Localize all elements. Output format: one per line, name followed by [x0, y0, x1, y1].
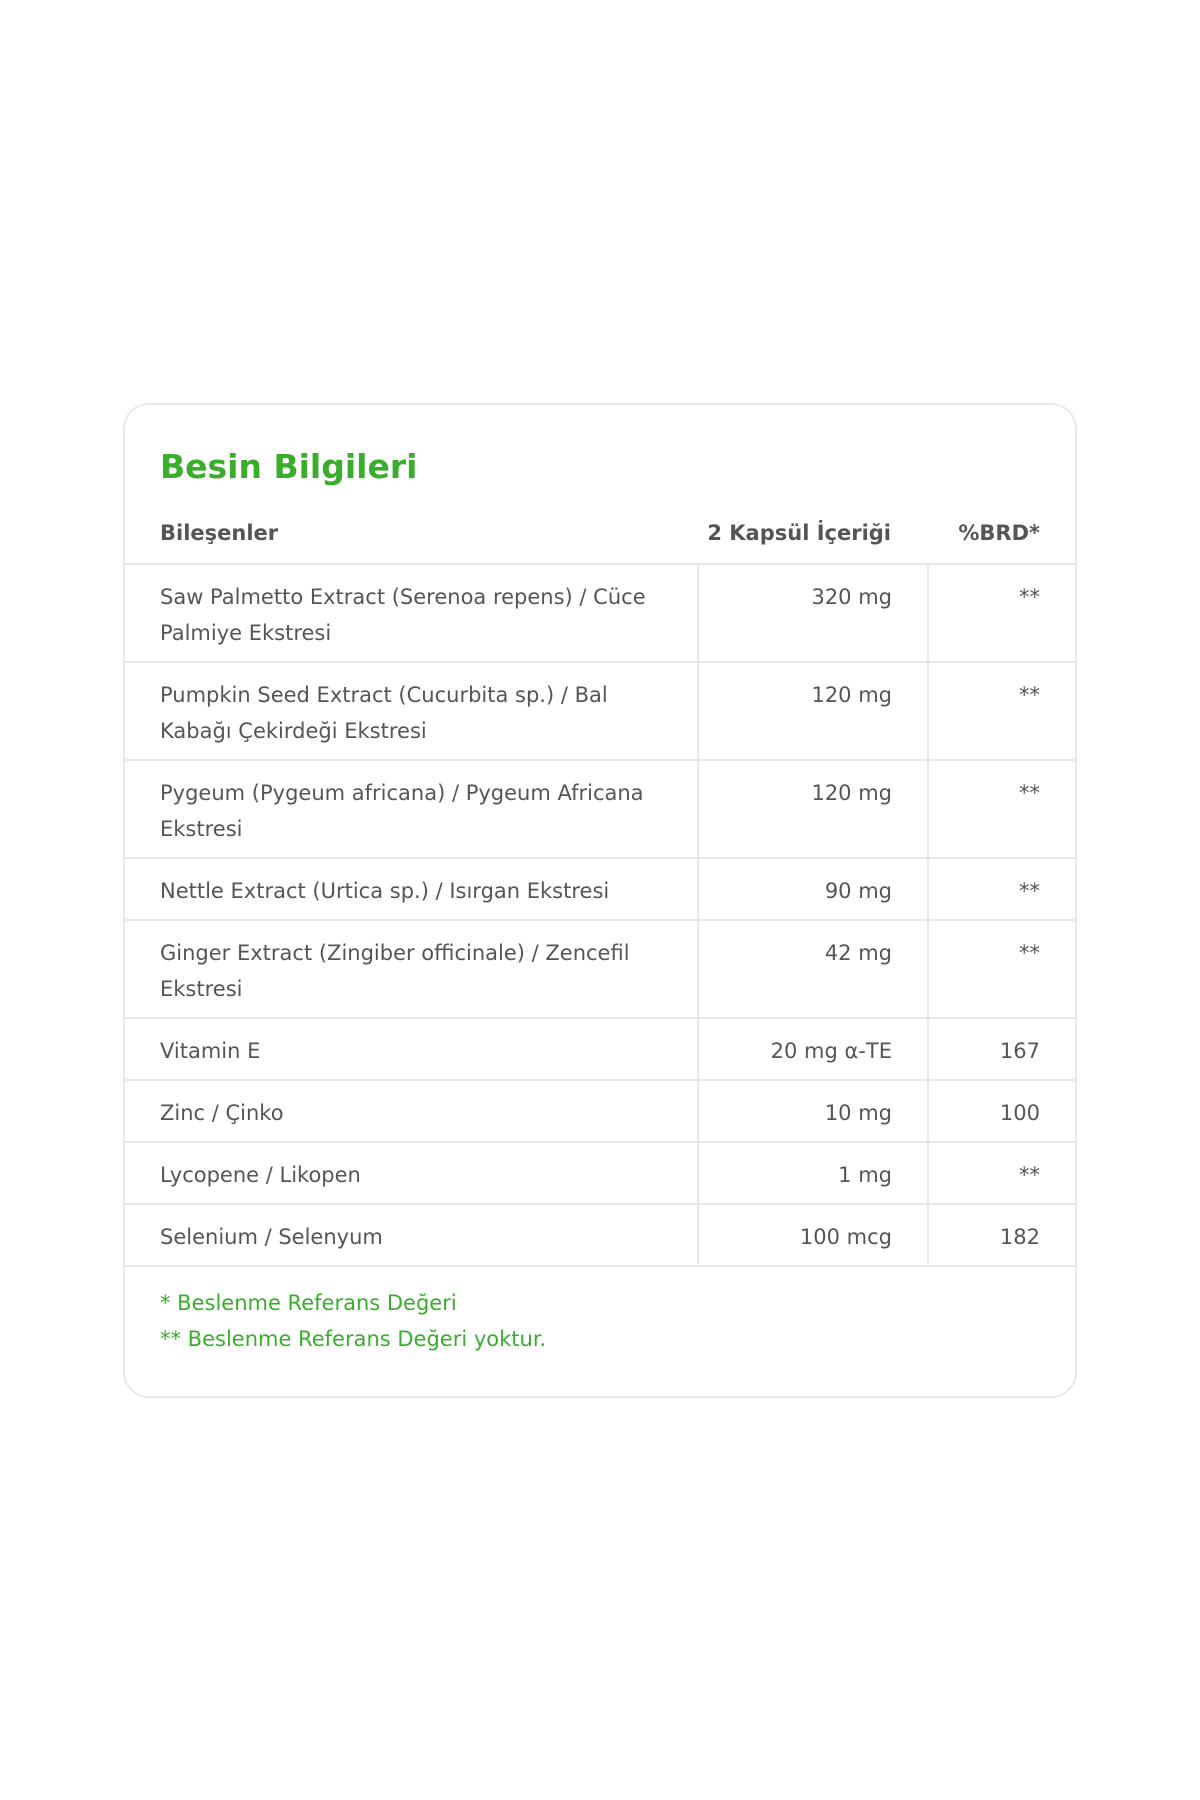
rdv-cell: **: [1019, 879, 1040, 903]
ingredient-cell: Ginger Extract (Zingiber officinale) / Zencefil Ekstresi: [125, 921, 699, 1017]
table-row: [125, 857, 1075, 919]
nutrition-facts-card: [123, 403, 1077, 1398]
amount-cell: 120 mg: [699, 761, 929, 857]
rdv-cell: 182: [999, 1225, 1040, 1249]
rdv-cell: **: [1019, 941, 1040, 965]
amount-cell: 1 mg: [699, 1143, 929, 1203]
ingredient-cell: Pygeum (Pygeum africana) / Pygeum Africana Ekstresi: [125, 761, 699, 857]
amount-cell: 90 mg: [699, 859, 929, 919]
ingredient-cell: Zinc / Çinko: [125, 1081, 699, 1141]
amount-cell: 320 mg: [699, 565, 929, 661]
header-ingredients: Bileşenler: [160, 521, 279, 545]
amount-cell: 10 mg: [699, 1081, 929, 1141]
footnotes: [160, 1285, 546, 1357]
footnote-no-rdv: ** Beslenme Referans Değeri yoktur.: [160, 1327, 547, 1351]
ingredient-cell: Selenium / Selenyum: [125, 1205, 699, 1265]
table-row: [125, 661, 1075, 759]
ingredient-cell: Lycopene / Likopen: [125, 1143, 699, 1203]
table-header: [125, 503, 1075, 563]
footnote-rdv: * Beslenme Referans Değeri: [160, 1291, 457, 1315]
ingredient-cell: Nettle Extract (Urtica sp.) / Isırgan Ekstresi: [125, 859, 699, 919]
amount-cell: 20 mg α-TE: [699, 1019, 929, 1079]
table-row: [125, 759, 1075, 857]
amount-cell: 120 mg: [699, 663, 929, 759]
rdv-cell: 100: [999, 1101, 1040, 1125]
table-row: [125, 1203, 1075, 1267]
ingredient-cell: Vitamin E: [125, 1019, 699, 1079]
card-title: Besin Bilgileri: [160, 447, 418, 486]
amount-cell: 42 mg: [699, 921, 929, 1017]
ingredient-cell: Saw Palmetto Extract (Serenoa repens) / Cüce Palmiye Ekstresi: [125, 565, 699, 661]
table-row: [125, 919, 1075, 1017]
rdv-cell: **: [1019, 781, 1040, 805]
rdv-cell: 167: [999, 1039, 1040, 1063]
nutrition-table-body: [125, 563, 1075, 1267]
header-amount: 2 Kapsül İçeriği: [707, 521, 891, 545]
ingredient-cell: Pumpkin Seed Extract (Cucurbita sp.) / Bal Kabağı Çekirdeği Ekstresi: [125, 663, 699, 759]
table-row: [125, 563, 1075, 661]
rdv-cell: **: [1019, 683, 1040, 707]
rdv-cell: **: [1019, 1163, 1040, 1187]
table-row: [125, 1079, 1075, 1141]
rdv-cell: **: [1019, 585, 1040, 609]
amount-cell: 100 mcg: [699, 1205, 929, 1265]
table-row: [125, 1141, 1075, 1203]
table-row: [125, 1017, 1075, 1079]
header-rdv: %BRD*: [958, 521, 1040, 545]
